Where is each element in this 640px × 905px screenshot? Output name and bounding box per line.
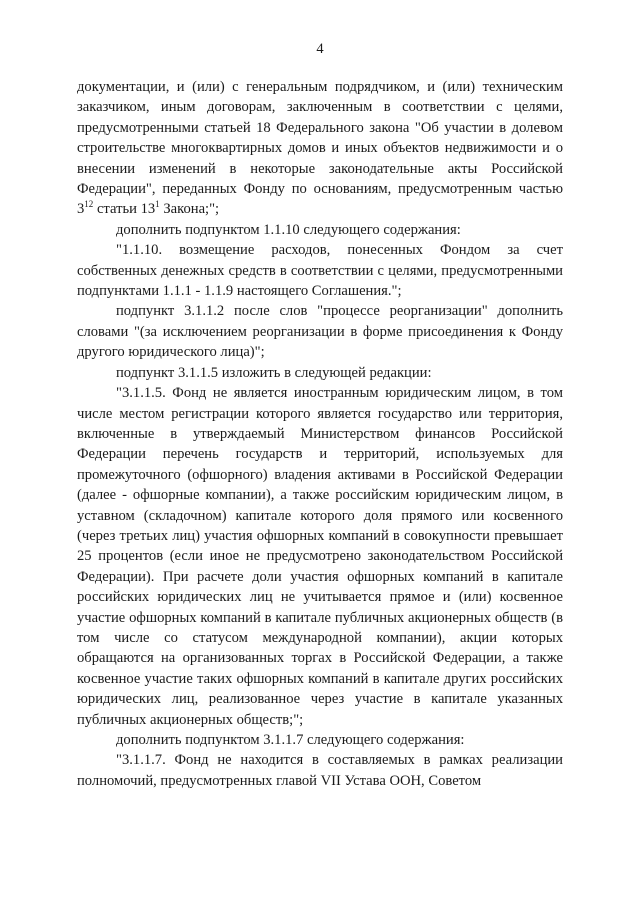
paragraph-add-subclause-3-1-1-7: дополнить подпунктом 3.1.1.7 следующего содержания: <box>116 732 465 748</box>
paragraph-add-subclause-1-1-10: дополнить подпунктом 1.1.10 следующего содержания: <box>116 221 461 238</box>
paragraph-text: Закона;"; <box>159 201 220 218</box>
superscript: 1 <box>155 199 160 210</box>
document-body <box>77 77 563 791</box>
paragraph-subclause-3-1-1-7: "3.1.1.7. Фонд не находится в составляемых в рамках реализации полномочий, предусмотренных главой VII Устава ООН, Советом <box>77 752 563 789</box>
page-number: 4 <box>316 41 324 57</box>
paragraph-restate-3-1-1-5: подпункт 3.1.1.5 изложить в следующей редакции: <box>116 364 432 381</box>
superscript: 12 <box>84 199 94 210</box>
paragraph-subclause-3-1-1-5: "3.1.1.5. Фонд не является иностранным юридическим лицом, в том числе местом регистрации которого является государство или территория, включенные в утверждаемый Министерством финансов Российской Федерации перечень государств и территорий, используемых для промежуточного (офшорного) владения активами в Российской Федерации (далее - офшорные компании), а также российским юридическим лицом, в уставном (складочном) капитале которого доля прямого или косвенного (через третьих лиц) участия офшорных компаний в совокупности превышает 25 процентов (если иное не предусмотрено законодательством Российской Федерации). При расчете доли участия офшорных компаний в капитале российских юридических лиц не учитывается прямое и (или) косвенное участие офшорных компаний в капитале публичных акционерных обществ (в том числе со статусом международной компании), акции которых обращаются на организованных торгах в Российской Федерации, а также косвенное участие таких офшорных компаний в капитале других российских юридических лиц, реализованное через участие в капитале указанных публичных акционерных обществ;"; <box>77 385 563 728</box>
paragraph-subclause-3-1-1-2: подпункт 3.1.1.2 после слов "процессе реорганизации" дополнить словами "(за исключением реорганизации в форме присоединения к Фонду другого юридического лица)"; <box>77 303 563 361</box>
paragraph-text: статьи 13 <box>93 201 156 218</box>
paragraph-continuation <box>77 77 563 220</box>
paragraph-text: документации, и (или) с генеральным подрядчиком, и (или) техническим заказчиком, иным договорам, заключенным в соответствии с целями, предусмотренными статьей 18 Федерального закона "Об участии в долевом строительстве многоквартирных домов и иных объектов недвижимости и о внесении изменений в некоторые законодательные акты Российской Федерации", переданных Фонду по основаниям, предусмотренным частью 3 <box>77 79 563 218</box>
paragraph-subclause-1-1-10: "1.1.10. возмещение расходов, понесенных Фондом за счет собственных денежных средств в соответствии с целями, предусмотренными подпунктами 1.1.1 - 1.1.9 настоящего Соглашения."; <box>77 242 563 300</box>
